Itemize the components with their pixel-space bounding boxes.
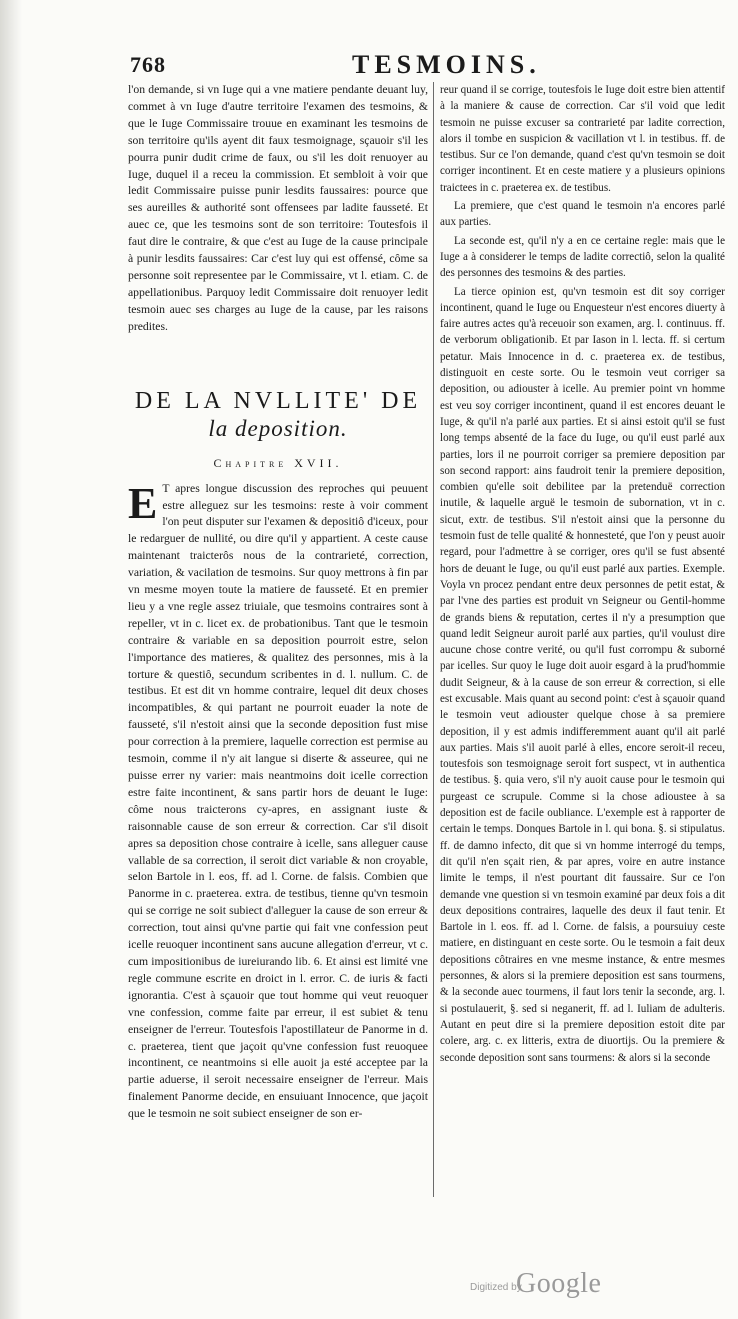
google-logo: Google	[516, 1268, 602, 1299]
paragraph: La tierce opinion est, qu'vn tesmoin est dit soy corriger incontinent, quand le Iuge ou Enquesteur n'est encores diuerty à faire autres actes qu'à receuoir son examen, arg. l. continuus. ff. de verborum obligationib. Et par Iason in l. lecta. ff. si certum petatur. Mais Innocence in d. c. praeterea ex. de testibus, distinguoit en ceste sorte. Ou le tesmoin veut corriger sa deposition, ou adiouster à icelle. Au premier point vn homme est veu soy corriger incontinent, quand il est encores deuant le Iuge, & qu'il n'a parlé aux parties. Et si ainsi estoit qu'il se fust long temps absenté de la face du Iuge, ou qu'il eust parlé aux parties, lors il ne pourroit corriger sa premiere deposition par son second rapport: ains faudroit tenir la premiere deposition, combien qu'elle soit debilitee par la pretenduë correction inutile, & laquelle arguë le tesmoin de subornation, vt in c. sicut, extr. de testibus. S'il n'estoit ainsi que la personne du tesmoin fust de telle qualité & honnesteté, que l'on y peust auoir regard, pour l'admettre à se corriger, ores qu'il se fust absenté hors de deuant le Iuge, ou qu'il eust parlé aux parties. Exemple. Voyla vn procez pendant entre deux personnes de petit estat, & par l'vne des parties est produit vn Seigneur ou Gentil-homme de grands biens & reputation, certes il n'y a presumption que quand ledit Seigneur auroit parlé aux parties, qu'il voulust dire aucune chose contre verité, ou qu'il fust corrompu & suborné par icelles. Sur quoy le Iuge doit auoir esgard à la prud'hommie dudit Seigneur, & à la cause de son erreur & correction, si elle est excusable. Mais quant au second point: c'est à sçauoir quand le tesmoin veut adiouster quelque chose à sa premiere deposition, il y est admis indifferemment auant qu'il ait parlé aux parties. Mais s'il auoit parlé à elles, encore seroit-il receu, toutesfois son tesmoignage seroit fort suspect, vt in authentica de testibus. §. quia vero, s'il n'y auoit cause pour le tesmoin qui purgeast ce scrupule. Comme si la chose adioustee à sa deposition est de facile oubliance. L'exemple est à rapporter de certain le temps. Donques Bartole in l. qui bona. §. si stipulatus. ff. de damno infecto, dit que si vn homme interrogé du temps, dit qu'il n'en sçait rien, & par apres, voire en autre instance limite le temps, il n'est pourtant dit faussaire. Sur ce l'on demande vne question si vn tesmoin examiné par deux fois a dit deux depositions contraires, laquelle des deux il faut tenir. Et Bartole in l. eos. ff. ad l. Corne. de falsis, a poursuiuy ceste matiere, en distinguant en ceste sorte. Ou le tesmoin a fait deux depositions côtraires en vne mesme instance, & entre mesmes personnes, & alors si la premiere deposition est sans tourmens, & la seconde auec tourmens, il faut lors tenir la seconde, arg. l. si postulauerit, §. sed si neganerit, ff. ad l. Iuliam de adulteris. Autant en peut dire si la premiere deposition estoit dite par colere, arg. c. ex litteris, extra de diuortijs. Ou la premiere & seconde deposition sont sans tourmens: & alors si la seconde	[440, 285, 725, 1064]
paragraph: l'on demande, si vn Iuge qui a vne matiere pendante deuant luy, commet à vn Iuge d'autre territoire l'examen des tesmoins, & que le Iuge Commissaire trouue en examinant les tesmoins de son territoire qu'ils ayent dit faux tesmoignage, sçauoir s'il les pourra punir dudit crime de faux, ou s'il les doit renuoyer au Iuge, duquel il a receu la commission. Et sembloit à voir que ledit Commissaire puisse punir lesdits faussaires: pource que ses aureilles & authorité sont offensees par ladite fausseté. Et auec ce, que les tesmoins sont de son territoire: Toutesfois il faut dire le contraire, & que c'est au Iuge de la cause principale à punir lesdits faussaires: Car c'est luy qui est offensé, côme sa personne soit representee par le Commissaire, vt l. etiam. C. de appellationibus. Parquoy ledit Commissaire doit renuoyer ledit tesmoin auec ses charges au Iuge de la cause, par les raisons predites.	[128, 83, 428, 333]
chapter-number: Chapitre XVII.	[213, 455, 343, 470]
paragraph: La seconde est, qu'il n'y a en ce certaine regle: mais que le Iuge a à considerer le temps de ladite correctiô, selon la qualité des personnes des tesmoins & des parties.	[440, 234, 725, 280]
digitized-by-label: Digitized by	[470, 1282, 522, 1293]
column-divider	[433, 82, 434, 1197]
left-column	[128, 82, 428, 1222]
drop-cap: E	[128, 478, 158, 528]
chapter-title	[128, 388, 428, 442]
right-column	[440, 82, 725, 1232]
binding-shadow	[0, 0, 22, 1319]
page-header	[130, 52, 720, 82]
chapter-title-line-1: DE LA NVLLITE' DE	[134, 387, 422, 414]
paragraph: La premiere, que c'est quand le tesmoin n'a encores parlé aux parties.	[440, 200, 725, 229]
chapter-body-paragraph	[128, 478, 428, 1123]
paragraph: reur quand il se corrige, toutesfois le Iuge doit estre bien attentif à la maniere & cause de correction. Car s'il void que ledit tesmoin ne puisse excuser sa contrarieté par ladite correction, alors il tombe en suspicion & vacillation vt l. in testibus. ff. de testibus. Sur ce l'on demande, quand c'est qu'vn tesmoin se doit corriger incontinent. Et en ceste matiere y a plusieurs opinions traictees in c. praeterea ex. de testibus.	[440, 84, 725, 194]
chapter-body-text: T apres longue discussion des reproches qui peuuent estre alleguez sur les tesmoins: reste à voir comment l'on peut disputer sur l'examen & depositiô d'iceux, pour le redarguer de nullité, ou dire qu'il y appartient. A ceste cause maintenant traicterôs nous de la contrarieté, correction, variation, & vacilation de tesmoins. Sur quoy mettrons à fin par vn mesme moyen toute la matiere de fausseté. Et en premier lieu y a vne regle assez triuiale, que tesmoins contraires sont à repeller, vt in c. licet ex. de probationibus. Tant que le tesmoin contraire & variable en sa deposition pourroit estre, selon l'importance des matieres, & qualitez des personnes, mis à la torture & questiô, secundum scribentes in d. l. nullum. C. de testibus. Et est dit vn homme contraire, lequel dit deux choses incompatibles, & qui partant ne pourroit euader la note de fausseté, s'il n'estoit ainsi que la seconde deposition fust mise pour correction à la premiere, laquelle correction est permise au tesmoin, comme il n'y ait langue si diserte & asseuree, qui ne puisse errer ny varier: mais neantmoins doit icelle correction estre faite incontinent, & sans partir hors de deuant le Iuge: côme nous traicterons cy-apres, en assignant iuste & raisonnable cause de son erreur & correction. Car s'il disoit apres sa deposition chose contraire à icelle, sans alleguer cause vallable de sa correction, il seroit dict variable & non croyable, selon Bartole in l. eos, ff. ad l. Corne. de falsis. Combien que Panorme in c. praeterea. extra. de testibus, tienne qu'vn tesmoin qui se corrige ne soit subiect d'alleguer la cause de son erreur & correction, tout ainsi qu'vne partie qui fait vne confession peut icelle reuoquer incontinent sans aucune allegation d'erreur, vt c. cum impositionibus de iureiurando lib. 6. Et ainsi est limité vne regle commune escrite en droict in l. error. C. de iuris & facti ignorantia. C'est à sçauoir que tout homme qui veut reuoquer vne confession, comme faite par erreur, il est subiet & tenu enseigner de l'erreur. Toutesfois l'apostillateur de Panorme in d. c. praeterea, tient que jaçoit qu'vne confession fust reuoquee incontinent, ce neantmoins si elle auoit ja esté acceptee par la partie aduerse, il seroit necessaire enseigner de l'erreur. Mais finalement Panorme decide, en ensuiuant Innocence, que jaçoit que le tesmoin ne soit subiect enseigner de son er-	[128, 481, 428, 1121]
chapter-title-line-2: la deposition.	[208, 415, 348, 441]
digitized-by-google-watermark	[470, 1268, 640, 1302]
running-title: TESMOINS.	[352, 50, 541, 79]
page-number: 768	[130, 52, 166, 77]
